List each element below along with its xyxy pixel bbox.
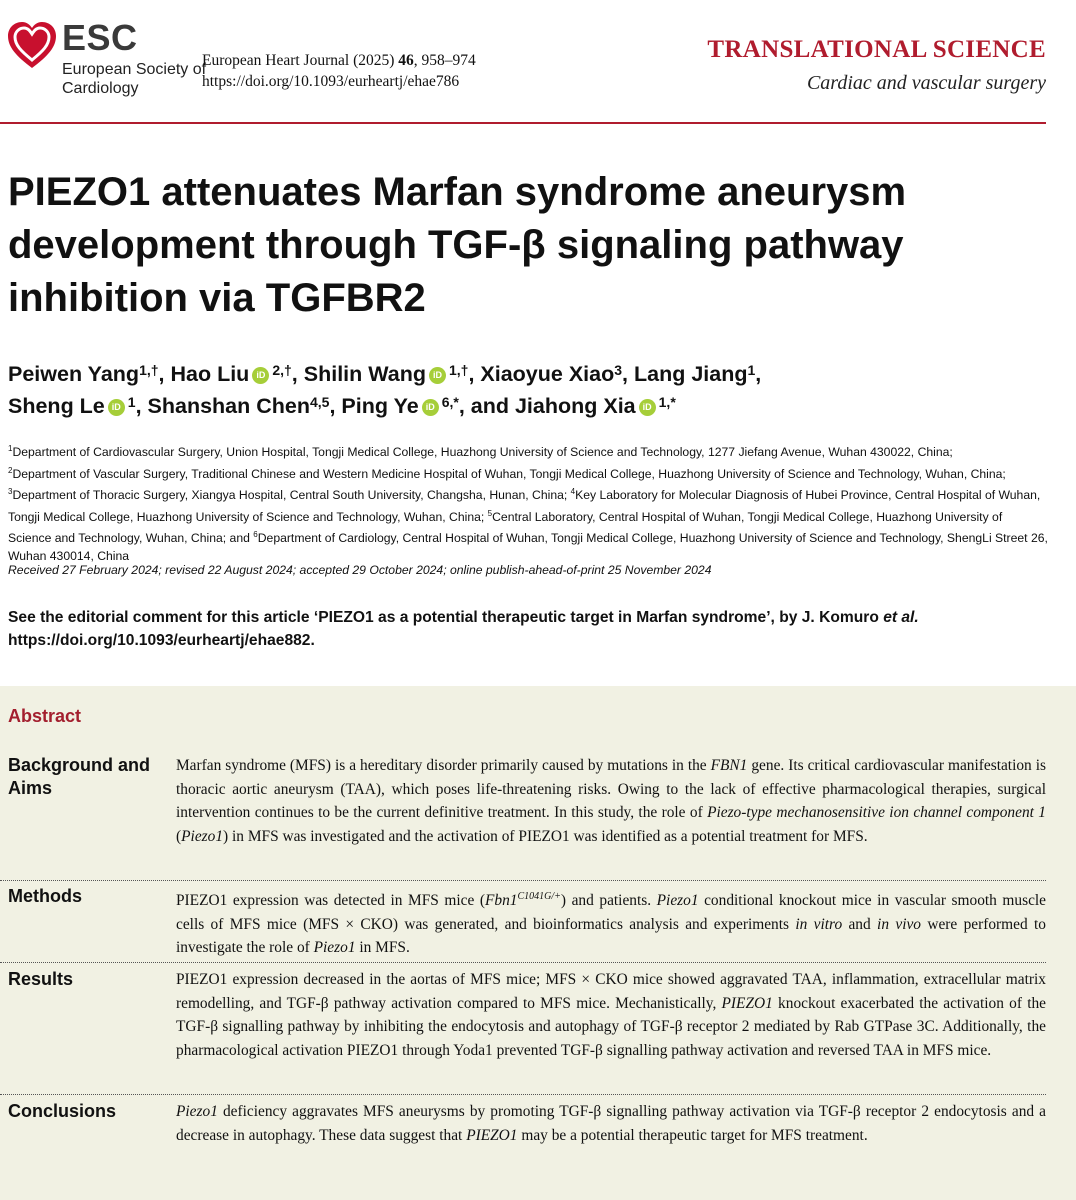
orcid-icon[interactable]: iD <box>422 399 439 416</box>
journal-citation <box>202 50 476 92</box>
abstract-box <box>0 686 1076 1200</box>
author-affiliation-marker: 4,5 <box>309 394 330 410</box>
author-name: Shilin Wang <box>303 362 426 386</box>
author-affiliation-marker: 6,* <box>441 394 459 410</box>
author-list <box>8 358 1058 422</box>
orcid-icon[interactable]: iD <box>252 367 269 384</box>
author-name: Xiaoyue Xiao <box>480 362 615 386</box>
section-title: TRANSLATIONAL SCIENCE <box>707 36 1046 63</box>
abstract-label: Conclusions <box>8 1101 117 1121</box>
abstract-label: Results <box>8 969 74 989</box>
author-name: Ping Ye <box>341 394 419 418</box>
author: Shilin Wang iD $^{1,\dagger}$, <box>303 362 481 386</box>
affiliation-item: $^2$Department of Vascular Surgery, Traditional Chinese and Western Medicine Hospital of Wuhan, Tongji Medical College, Huazhong University of Science and Technology, Wuhan, China; <box>8 465 1006 481</box>
affiliation-item: $^5$Central Laboratory, Central Hospital of Wuhan, Tongji Medical College, Huazhong University of Science and Technology, Wuhan, China; and <box>8 508 1003 546</box>
heart-logo-icon <box>6 20 58 72</box>
author-affiliation-marker: 1,† <box>139 362 159 378</box>
article-doi-link[interactable]: https://doi.org/10.1093/eurheartj/ehae786 <box>202 73 460 90</box>
author-affiliation-marker: 1,† <box>448 362 469 378</box>
affiliation-item: $^3$Department of Thoracic Surgery, Xiangya Hospital, Central South University, Changsha, Hunan, China; <box>8 487 571 503</box>
affiliation-item: $^4$Key Laboratory for Molecular Diagnosis of Hubei Province, Central Hospital of Wuhan, Tongji Medical College, Huazhong University of Science and Technology, Wuhan, China; <box>8 487 1041 524</box>
author-affiliation-marker: 1 <box>747 362 756 378</box>
affiliation-item: $^6$Department of Cardiology, Central Hospital of Wuhan, Tongji Medical College, Huazhong University of Science and Technology, ShengLi Street 26, Wuhan 430014, China <box>8 530 1048 563</box>
author-affiliation-marker: 2,† <box>272 362 292 378</box>
author <box>515 394 676 418</box>
author-name: Shanshan Chen <box>147 394 310 418</box>
author: Ping Ye iD $^{6,*}$, and <box>341 394 515 418</box>
editorial-doi-link[interactable]: https://doi.org/10.1093/eurheartj/ehae882. <box>8 632 315 649</box>
article-title: PIEZO1 attenuates Marfan syndrome aneurysm development through TGF-β signaling pathway inhibition via TGFBR2 <box>8 170 907 320</box>
author: Sheng Le iD $^1$, <box>8 394 148 418</box>
header-divider <box>0 122 1046 124</box>
affiliation-item: $^1$Department of Cardiovascular Surgery, Union Hospital, Tongji Medical College, Huazhong University of Science and Technology, 1277 Jiefang Avenue, Wuhan 430022, China; <box>8 444 953 460</box>
author-affiliation-marker: 1,* <box>658 394 676 410</box>
abstract-divider <box>0 880 1046 881</box>
author-affiliation-marker: 3 <box>614 362 623 378</box>
abstract-label: Background and Aims <box>8 755 151 798</box>
author: Peiwen Yang$^{1,\dagger}$, <box>8 362 171 386</box>
abstract-text: Piezo1 deficiency aggravates MFS aneurysms by promoting TGF-β signalling pathway activation via TGF-β receptor 2 endocytosis and a decrease in autophagy. These data suggest that PIEZO1 may be a potential therapeutic target for MFS treatment. <box>176 1103 1046 1144</box>
author-affiliation-marker: 1 <box>127 394 136 410</box>
abstract-text: Marfan syndrome (MFS) is a hereditary disorder primarily caused by mutations in the FBN1 gene. Its critical cardiovascular manifestation is thoracic aortic aneurysm (TAA), which poses life-threatening risks. Owing to the lack of effective pharmacological therapies, surgical intervention continues to be the current definitive treatment. In this study, the role of Piezo-type mechanosensitive ion channel component 1 (Piezo1) in MFS was investigated and the activation of PIEZO1 was identified as a potential treatment for MFS. <box>176 757 1046 845</box>
author-name: Jiahong Xia <box>514 394 636 418</box>
affiliations <box>8 440 1048 565</box>
abstract-label: Methods <box>8 886 82 906</box>
author: Xiaoyue Xiao$^3$, <box>480 362 634 386</box>
article-dates: Received 27 February 2024; revised 22 August 2024; accepted 29 October 2024; online publish-ahead-of-print 25 November 2024 <box>8 563 712 577</box>
journal-volume: 46 <box>398 52 414 69</box>
orcid-icon[interactable]: iD <box>108 399 125 416</box>
journal-name: European Heart Journal (2025) <box>202 52 399 69</box>
editorial-text: See the editorial comment for this article ‘PIEZO1 as a potential therapeutic target in Marfan syndrome’, by J. Komuro <box>8 609 884 626</box>
society-name: European Society of Cardiology <box>62 61 207 97</box>
abstract-divider <box>0 962 1046 963</box>
author-name: Lang Jiang <box>633 362 748 386</box>
editorial-note <box>8 606 1058 652</box>
logo-text: ESC <box>62 17 138 58</box>
abstract-divider <box>0 1094 1046 1095</box>
abstract-text: PIEZO1 expression decreased in the aortas of MFS mice; MFS × CKO mice showed aggravated TAA, inflammation, extracellular matrix remodelling, and TGF-β pathway activation compared to MFS mice. Mechanistically, PIEZO1 knockout exacerbated the activation of the TGF-β signalling pathway by inhibiting the endocytosis and autophagy of TGF-β receptor 2 mediated by Rab GTPase 3C. Additionally, the pharmacological activation PIEZO1 through Yoda1 prevented TGF-β signalling pathway activation and reversed TAA in MFS mice. <box>176 971 1047 1059</box>
author: Lang Jiang$^1$, <box>633 362 762 386</box>
esc-logo[interactable] <box>6 17 207 110</box>
abstract-text: PIEZO1 expression was detected in MFS mice $(Fbn1^{C1041G/+})$ and patients. Piezo1 conditional knockout mice in vascular smooth muscle cells of MFS mice (MFS × CKO) was generated, and bioinformatics analysis and experiments in vitro and in vivo were performed to investigate the role of Piezo1 in MFS. <box>176 891 1047 957</box>
author-name: Sheng Le <box>8 394 105 418</box>
orcid-icon[interactable]: iD <box>429 367 446 384</box>
author-name: Hao Liu <box>170 362 250 386</box>
journal-pages: , 958–974 <box>413 52 476 69</box>
section-subtitle: Cardiac and vascular surgery <box>806 72 1046 94</box>
author: Hao Liu iD $^{2,\dagger}$, <box>170 362 304 386</box>
abstract-heading: Abstract <box>8 706 82 726</box>
editorial-etal: et al. <box>883 609 919 626</box>
author: Shanshan Chen$^{4,5}$, <box>147 394 342 418</box>
author-name: Peiwen Yang <box>8 362 140 386</box>
orcid-icon[interactable]: iD <box>639 399 656 416</box>
